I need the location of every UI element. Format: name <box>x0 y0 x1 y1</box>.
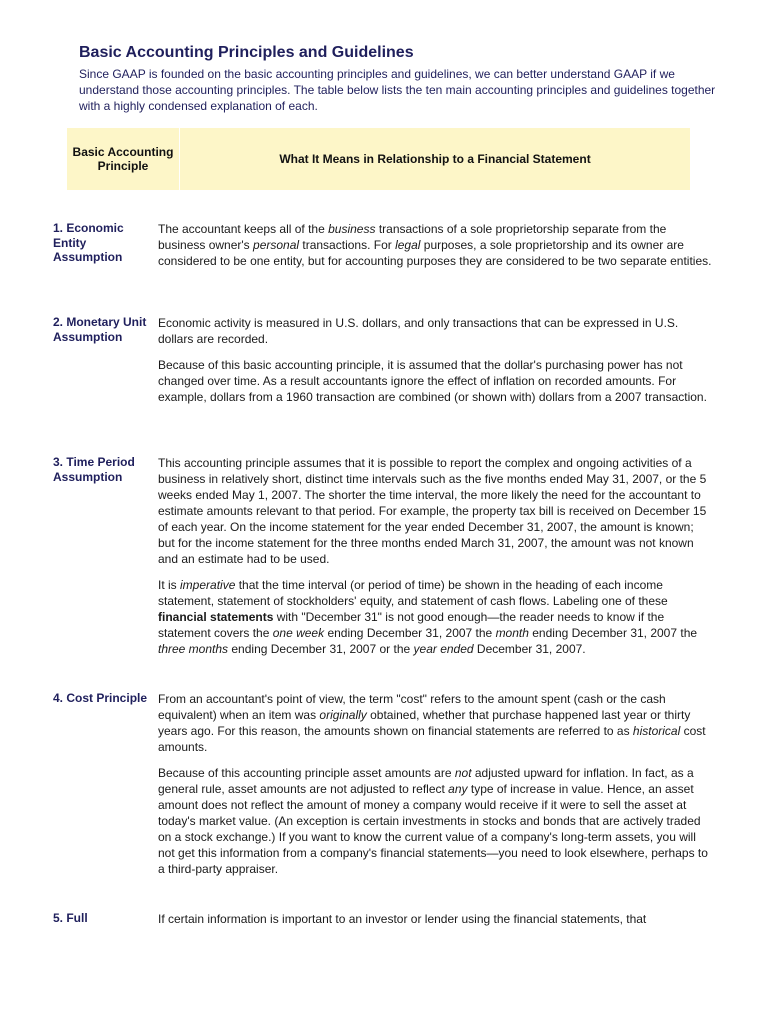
principle-explanation <box>158 455 713 667</box>
explanation-paragraph: The accountant keeps all of the business transactions of a sole proprietorship separate from the business owner's personal transactions. For legal purposes, a sole proprietorship and its owner are considered to be one entity, but for accounting purposes they are considered to be two separate entities. <box>158 222 712 268</box>
principle-explanation <box>158 221 713 279</box>
principle-label: 1. Economic Entity Assumption <box>53 221 124 264</box>
principle-label: 2. Monetary Unit Assumption <box>53 315 147 344</box>
explanation-paragraph: From an accountant's point of view, the term "cost" refers to the amount spent (cash or the cash equivalent) when an item was originally obtained, whether that purchase happened last year or thirty years ago. For this reason, the amounts shown on financial statements are referred to as historical cost amounts. <box>158 692 706 754</box>
explanation-paragraph: Because of this basic accounting principle, it is assumed that the dollar's purchasing power has not changed over time. As a result accountants ignore the effect of inflation on recorded amounts. For example, dollars from a 1960 transaction are combined (or shown with) dollars from a 2007 transaction. <box>158 358 707 404</box>
explanation-paragraph: Because of this accounting principle asset amounts are not adjusted upward for inflation. In fact, as a general rule, asset amounts are not adjusted to reflect any type of increase in value. Hence, an asset amount does not reflect the amount of money a company would receive if it were to sell the asset at today's market value. (An exception is certain investments in stocks and bonds that are actively traded on a stock exchange.) If you want to know the current value of a company's long-term assets, you will not get this information from a company's financial statements—you need to look elsewhere, perhaps to a third-party appraiser. <box>158 766 708 876</box>
principle-explanation <box>158 911 713 937</box>
page-title: Basic Accounting Principles and Guidelines <box>79 44 414 61</box>
principle-explanation <box>158 315 713 415</box>
header-meaning: What It Means in Relationship to a Financial Statement <box>279 152 591 166</box>
explanation-paragraph: It is imperative that the time interval (or period of time) be shown in the heading of each income statement, statement of stockholders' equity, and statement of cash flows. Labeling one of these financial statements with "December 31" is not good enough—the reader needs to know if the statement covers the one week ending December 31, 2007 the month ending December 31, 2007 the three months ending December 31, 2007 or the year ended December 31, 2007. <box>158 578 698 656</box>
explanation-paragraph: This accounting principle assumes that it is possible to report the complex and ongoing activities of a business in relatively short, distinct time intervals such as the five months ended May 31, 2007, or the 5 weeks ended May 1, 2007. The shorter the time interval, the more likely the need for the accountant to estimate amounts relevant to that period. For example, the property tax bill is received on December 15 of each year. On the income statement for the year ended December 31, 2007, the amount is known; but for the income statement for the three months ended March 31, 2007, the amount was not known and an estimate had to be used. <box>158 456 707 566</box>
explanation-paragraph: If certain information is important to an investor or lender using the financial statements, that <box>158 912 647 926</box>
principle-explanation <box>158 691 713 887</box>
table-header <box>67 128 690 190</box>
principle-label: 4. Cost Principle <box>53 691 148 705</box>
header-principle: Basic Accounting Principle <box>67 128 180 190</box>
principle-label: 5. Full <box>53 911 88 925</box>
intro-paragraph: Since GAAP is founded on the basic accounting principles and guidelines, we can better understand GAAP if we understand those accounting principles. The table below lists the ten main accounting principles and guidelines together with a highly condensed explanation of each. <box>79 67 716 113</box>
explanation-paragraph: Economic activity is measured in U.S. dollars, and only transactions that can be expressed in U.S. dollars are recorded. <box>158 316 679 346</box>
principle-label: 3. Time Period Assumption <box>53 455 135 484</box>
